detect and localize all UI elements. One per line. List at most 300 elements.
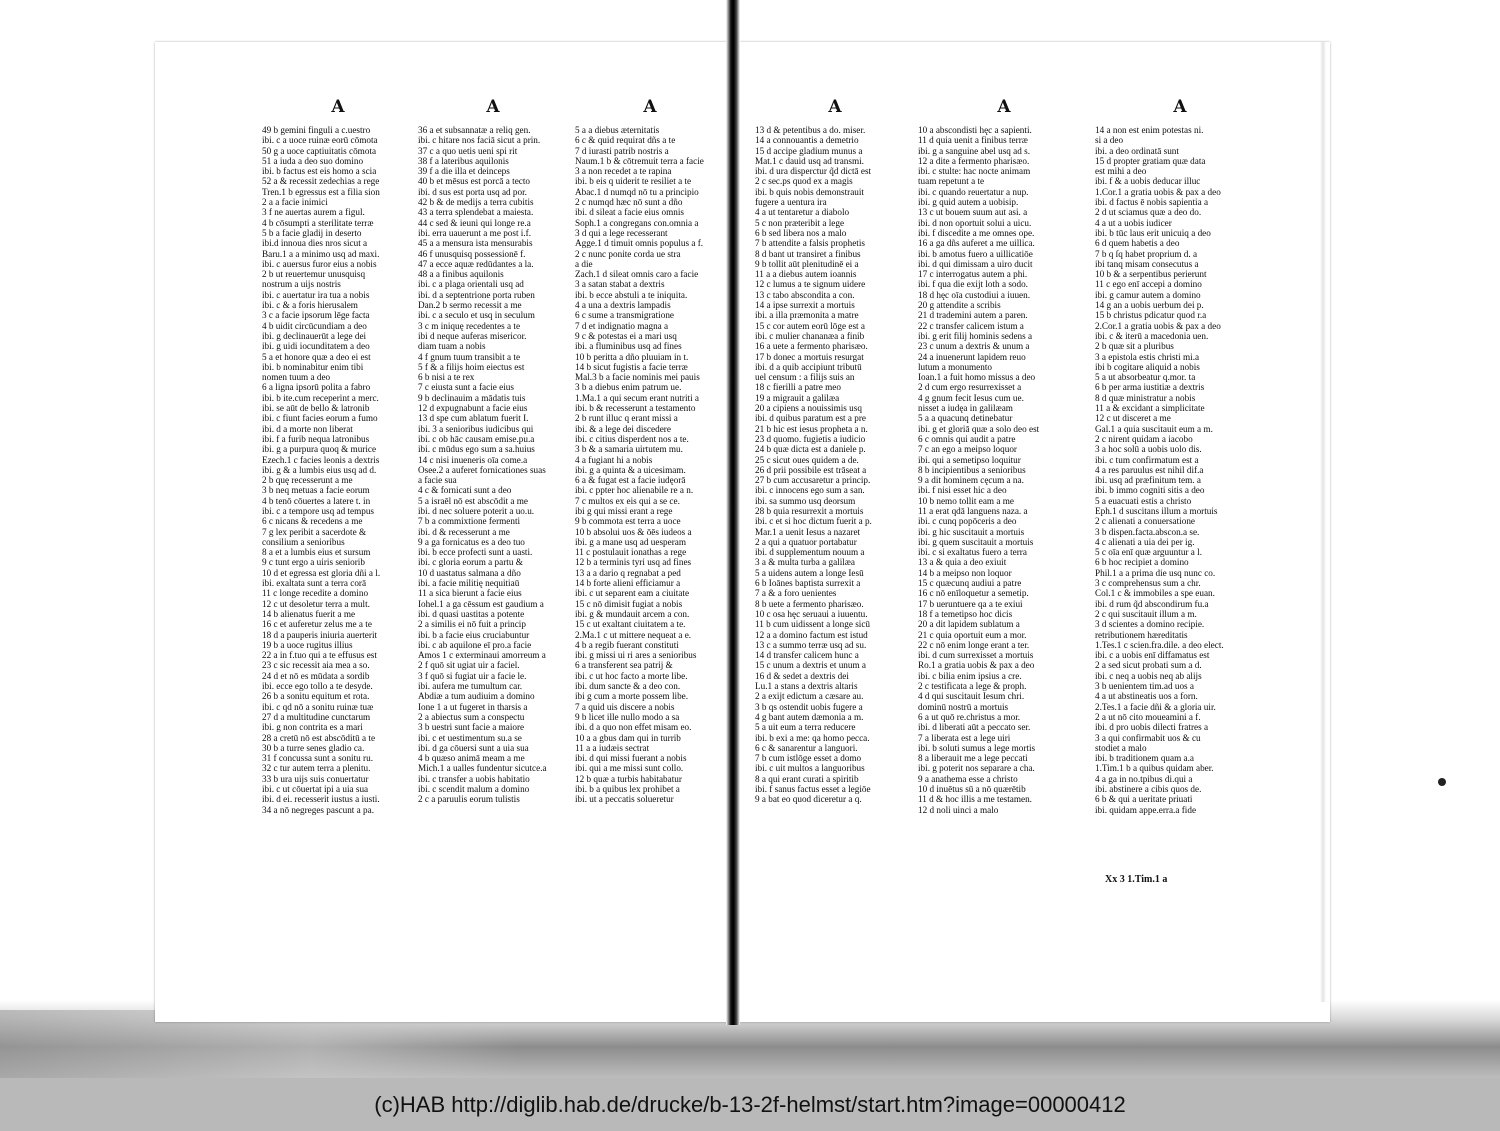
text-line: ibi. c si exaltatus fuero a terra [918,547,1027,558]
text-line: ibi. c quando reuertatur a nup. [918,186,1029,197]
text-line: ibi. & a lege dei discedere [575,423,671,434]
text-line: 4 b uidit circūcundiam a deo [262,320,367,331]
text-line: 21 c quia oportuit eum a mor. [918,629,1027,640]
text-line: ibi. c cunq popōceris a deo [918,516,1017,527]
text-line: 11 a sica bierunt a facie eius [418,588,522,599]
text-line: 3 c a facie ipsorum lēge facta [262,310,370,321]
text-line: 19 a migrauit a galilæa [755,392,840,403]
column-heading: A [828,97,842,117]
text-line: 21 b hic est iesus propheta a n. [755,423,868,434]
text-line: 9 b licet ille nullo modo a sa [575,711,680,722]
text-line: 13 c tabo abscondita a con. [755,289,855,300]
text-line: 23 c sic recessit aia mea a so. [262,660,370,671]
text-line: 51 a iuda a deo suo domino [262,155,364,166]
text-line: ibi. se aūt de bello & latronib [262,403,370,414]
text-line: 4 a ut tentaretur a diabolo [755,207,850,218]
text-line: nostrum a uijs nostris [262,279,341,290]
text-line: ibi. aufera me tumultum car. [418,681,523,692]
text-line: ibi. b quis nobis demonstrauit [755,186,864,197]
text-line: 6 d quem habetis a deo [1095,238,1180,249]
text-line: 4 a ga in no.tpibus di.qui a [1095,773,1193,784]
text-line: ibi. quidam appe.erra.a fide [1095,804,1197,815]
text-line: ibi. c a plaga orientali usq ad [418,279,524,290]
text-line: ibi. c ab aquilone eī pro.a facie [418,639,532,650]
text-line: 14 b forte alieni efficiamur a [575,578,681,589]
text-line: 6 a & fugat est a facie iudęorā [575,475,686,486]
text-line: 28 a cretū nō est abscōditū a te [262,732,376,743]
text-line: ibi. c ob hāc causam emise.pu.a [418,433,535,444]
text-line: ibi. exaltata sunt a terra corā [262,578,367,589]
text-line: 8 a et a lumbis eius et sursum [262,547,371,558]
text-line: 6 b per arma iustitiæ a dextris [1095,382,1205,393]
text-line: 52 a & recessit zedechias a rege [262,176,380,187]
text-line: ibi. c ut separent eam a ciuitate [575,588,690,599]
text-line: 21 d trademini autem a paren. [918,310,1028,321]
text-line: ibi. a facie militię nequitiaū [418,578,520,589]
text-line: 2 c sec.ps quod ex a magis [755,176,853,187]
column-text [575,125,725,805]
text-line: 4 a res paruulus est nihil dif.a [1095,464,1204,475]
text-line: 23 c unum a dextris & unum a [918,341,1030,352]
text-line: ibi. c a uoce ruinæ eorū cōmota [262,135,378,146]
text-line: 12 b quæ a turbis habitabatur [575,773,682,784]
text-line: 14 a ipse surrexit a mortuis [755,300,855,311]
text-line: stodiet a malo [1095,742,1147,753]
text-line: ibi. f a furib nequa latronibus [262,433,370,444]
text-line: ibi. d quibus paratum est a pre [755,413,866,424]
text-line: ibi. g a quinta & a uicesimam. [575,464,686,475]
text-line: 3 b dispen.facta.abscon.a se. [1095,526,1200,537]
text-line: ibi. b soluti sumus a lege mortis [918,742,1036,753]
text-line: 5 a a quacunq detinebatur [918,413,1013,424]
text-line: ibi. d pro uobis dilecti fratres a [1095,722,1209,733]
text-line: 3 b & a samaria uirtutem mu. [575,444,683,455]
text-line: ibi. f nisi esset hic a deo [918,485,1007,496]
text-line: retributionem hæreditatis [1095,629,1188,640]
text-line: 3 a non recedet a te rapina [575,166,672,177]
text-line: ibi. d supplementum nouum a [755,547,865,558]
text-line: 16 c nō enīloquetur a semetip. [918,588,1029,599]
text-line: 16 a uete a fermento pharisæo. [755,341,868,352]
text-line: 4 b tenō cōuertes a latere t. in [262,495,371,506]
text-line: 2 b runt illuc q erant missi a [575,413,678,424]
text-line: 4 a fugiant hi a nobis [575,454,653,465]
text-line: 7 b cum istlōge esset a domo [755,753,862,764]
text-line: 2 a ut nō cito moueamini a f. [1095,711,1201,722]
text-line: ibi.d innoua dies nros sicut a [262,238,368,249]
text-line: 11 c longe recedite a domino [262,588,369,599]
text-line: 14 b sicut fugistis a facie terræ [575,361,688,372]
text-line: 2 a a facie inimici [262,197,328,208]
text-line: ibi. c a tempore usq ad tempus [262,505,375,516]
text-line: ibi. d ura disperctur q̃d dictā est [755,166,872,177]
text-line: 10 b absolui uos & ōēs iudeos a [575,526,692,537]
text-line: 9 a ga fornicatus es a deo tuo [418,536,525,547]
text-line: 24 d et nō es mūdata a sordib [262,670,370,681]
text-line: ibi. d & recesserunt a me [418,526,510,537]
text-line: ibi. d sus est porta usq ad por. [418,186,527,197]
text-line: 46 f unusquisq possessionē f. [418,248,526,259]
column-heading: A [486,97,500,117]
text-line: 18 d hęc oīa custodiui a iuuen. [918,289,1031,300]
text-line: 2 c nirent quidam a iacobo [1095,433,1193,444]
text-line: 9 b declinauim a mādatis tuis [418,392,526,403]
text-line: 4 a ut abstineatis uos a forn. [1095,691,1198,702]
text-line: 6 a ligna ipsorū polita a fabro [262,382,371,393]
text-line: 6 c sume a transmigratione [575,310,674,321]
text-line: 20 g attendite a scribis [918,300,1001,311]
text-line: 11 d quia uenit a finibus terræ [918,135,1028,146]
text-line: 5 a uit eum a terra reducere [755,722,856,733]
text-line: 10 b peritta a dño pluuiam in t. [575,351,689,362]
text-line: 12 a dite a fermento pharisæo. [918,155,1030,166]
text-line: 12 d noli uinci a malo [918,804,999,815]
text-line: fugere a uentura ira [755,197,827,208]
text-line: tuam repetunt a te [918,176,985,187]
text-line: ibi. b immo cogniti sitis a deo [1095,485,1205,496]
text-line: 11 a a iudæis sectrat [575,742,650,753]
text-line: 6 b sed libera nos a malo [755,227,847,238]
text-line: ibi. b a facie eius cruciabuntur [418,629,530,640]
text-line: uel censum : a filijs suis an [755,372,855,383]
column-text [755,125,915,805]
text-line: 9 c tunt ergo a uiris seniorib [262,557,365,568]
text-line: 7 b q ſq habet proprium d. a [1095,248,1198,259]
text-line: ibi. c et si hoc dictum fuerit a p. [755,516,872,527]
text-line: 6 c nicans & recedens a me [262,516,363,527]
text-line: 2 b quę recesserunt a me [262,475,353,486]
text-line: 15 d accipe gladium munus a [755,145,863,156]
text-line: ibi. c qd nō a sonitu ruinæ tuæ [262,701,374,712]
text-line: 2.Cor.1 a gratia uobis & pax a deo [1095,320,1221,331]
text-line: 6 c omnis qui audit a patre [918,433,1016,444]
text-line: ibi. d ei. recesserit iustus a iusti. [262,794,380,805]
text-line: 50 g a uoce captiuitatis cōmota [262,145,377,156]
text-line: ibi. b a quibus lex prohibet a [575,784,680,794]
text-line: a die [575,258,593,269]
column-text [918,125,1090,815]
text-line: 5 f & a filijs hoim eiectus est [418,361,525,372]
text-line: 17 b ueruntuere qa a te exiui [918,598,1023,609]
text-line: ibi. f sanus factus esset a legiōe [755,784,871,794]
text-line: 42 b & de medijs a terra cubitis [418,197,534,208]
text-line: ibi. qui a semetipso loquitur [918,454,1021,465]
text-line: 16 c et auferetur zelus me a te [262,619,372,630]
text-line: ibi. usq ad præfinitum tem. a [1095,475,1201,486]
text-line: dominū nostrū a mortuis [918,701,1009,712]
text-line: 16 d & sedet a dextris dei [755,670,849,681]
text-line: 12 c ut desoletur terra a mult. [262,598,370,609]
text-line: 28 b quia resurrexit a mortuis [755,505,864,516]
text-line: 15 c ut exaltant ciuitatem a te. [575,619,686,630]
text-line: 18 f a temetipso hoc dicis [918,608,1013,619]
column-heading: A [1173,97,1187,117]
column-6 [1095,97,1265,815]
text-line: 33 b ura uijs suis conuertatur [262,773,369,784]
text-line: 11 b cum uidissent a longe sicū [755,619,870,630]
text-line: ibi. g quid autem a uobisip. [918,197,1019,208]
text-line: 11 a a diebus autem ioannis [755,269,857,280]
text-line: 3 b uestri sunt facie a maiore [418,722,525,733]
text-line: 2.Tes.1 a facie dñi & a gloria uir. [1095,701,1216,712]
text-line: 3 d scientes a domino recipie. [1095,619,1205,630]
text-line: 27 b cum accusaretur a princip. [755,475,871,486]
text-line: 8 d bant ut transiret a finibus [755,248,861,259]
column-4 [755,97,915,805]
text-line: 10 d et egressa est gloria dñi a l. [262,567,381,578]
text-line: ibi. c mūdus ego sum a sa.huius [418,444,535,455]
text-line: 8 d quæ ministratur a nobis [1095,392,1196,403]
text-line: 15 c nō dimisit fugiat a nobis [575,598,683,609]
text-line: 5 a ut absorbeatur q.mor. ta [1095,372,1196,383]
text-line: Gal.1 a quia suscitauit eum a m. [1095,423,1213,434]
text-line: 11 a erat qdā languens naza. a [918,505,1028,516]
text-line: Mat.1 c dauid usq ad transmi. [755,155,864,166]
text-line: 14 d transfer calicem hunc a [755,650,859,661]
text-line: 14 c nisi inueneris oīa come.a [418,454,528,465]
text-line: Agge.1 d timuit omnis populus a f. [575,238,704,249]
text-line: ibi. g a sanguine abel usq ad s. [918,145,1031,156]
text-line: Tren.1 b egressus est a filia sion [262,186,380,197]
text-line: 16 a ga dñs auferet a me uillica. [918,238,1035,249]
text-line: 4 b cōsumpti a sterilitate terræ [262,217,374,228]
text-line: est mihi a deo [1095,166,1147,177]
text-line: 5 a uidens autem a longe Iesū [755,567,864,578]
text-line: ibi. c uit multos a languoribus [755,763,865,774]
text-line: 24 b quæ dicta est a daniele p. [755,444,866,455]
text-line: ibi. g quem suscitauit a mortuis [918,536,1034,547]
text-line: 5 a israēl nō est abscōdit a me [418,495,528,506]
text-line: 23 d quomo. fugietis a iudicio [755,433,866,444]
text-line: 3 f quō si fugiat uir a facie le. [418,670,527,681]
text-line: ibi g cum a morte possem libe. [575,691,689,702]
text-line: 20 a cipiens a nouissimis usq [755,403,862,414]
text-line: 4 f gnum tuum transibit a te [418,351,521,362]
text-line: 2 a abiectus sum a conspectu [418,711,525,722]
text-line: 4 c & fornicati sunt a deo [418,485,512,496]
text-line: ibi. ecce ego tollo a te desyde. [262,681,373,692]
text-line: ibi. c ut cōuertat ipi a uia sua [262,784,369,794]
column-2 [418,97,568,805]
text-line: diam tuam a nobis [418,341,486,352]
text-line: 12 c lumus a te signum uidere [755,279,866,290]
text-line: 37 c a quo uetis ueni spi rit [418,145,518,156]
text-line: 12 b a terminis tyri usq ad fines [575,557,692,568]
text-line: 3 c m iniquę recedentes a te [418,320,521,331]
text-line: Ro.1 a gratia uobis & pax a deo [918,660,1035,671]
text-line: 49 b gemini finguli a c.uestro [262,125,371,135]
text-line: 13 c a summo terræ usq ad su. [755,639,867,650]
text-line: Ione 1 a ut fugeret in tharsis a [418,701,528,712]
text-line: 11 c ego enī accepi a domino [1095,279,1202,290]
text-line: si a deo [1095,135,1124,146]
text-line: 7 d et indignatio magna a [575,320,669,331]
text-line: ibi. g & a lumbis eius usq ad d. [262,464,377,475]
text-line: 2 c alienati a conuersatione [1095,516,1195,527]
text-line: 18 d a pauperis iniuria auerterit [262,629,378,640]
text-line: ibi. c a seculo et usq in seculum [418,310,535,321]
text-line: 3 b neq metuas a facie eorum [262,485,370,496]
text-line: ibi. c ut hoc facto a morte libe. [575,670,688,681]
text-line: 6 c & quid requirat dñs a te [575,135,676,146]
text-line: 1.Cor.1 a gratia uobis & pax a deo [1095,186,1221,197]
text-line: 13 d & petentibus a do. miser. [755,125,866,135]
text-line: 2 c numqd hæc nō sunt a dño [575,197,683,208]
text-line: Mich.1 a ualles fundentur sicutce.a [418,763,547,774]
text-line: ibi. b traditionem quam a.a [1095,753,1194,764]
text-line: 4 b quæso animā meam a me [418,753,525,764]
text-line: 2 a exijt edictum a cæsare au. [755,691,864,702]
footer-copyright-url: (c)HAB http://diglib.hab.de/drucke/b-13-2f-helmst/start.htm?image=00000412 [374,1091,1126,1117]
text-line: 30 b a turre senes gladio ca. [262,742,365,753]
text-line: ibi. g non contrita es a mari [262,722,363,733]
text-line: 3 a & multa turba a galilæa [755,557,856,568]
text-line: 2 d ut sciamus quæ a deo do. [1095,207,1202,218]
text-line: ibi. d ga cōuersi sunt a uia sua [418,742,529,753]
text-line: ibi. d nec soluere poterit a uo.u. [418,505,535,516]
text-line: 10 d inuētus sū a nō quærētib [918,784,1026,794]
text-line: ibi. b tūc laus erit unicuiq a deo [1095,227,1211,238]
text-line: ibi. d a quo non effet misam eo. [575,722,692,733]
text-line: 3 b a diebus enim patrum ue. [575,382,682,393]
column-heading: A [997,97,1011,117]
text-line: ibi. c mulier chananæa a finib [755,330,865,341]
text-line: 8 a qui erant curati a spiritib [755,773,859,784]
text-line: ibi. g erit filij hominis sedens a [918,330,1033,341]
text-line: 38 f a lateribus aquilonis [418,155,509,166]
text-line: 12 a a domino factum est istud [755,629,868,640]
text-line: 11 c postulauit ionathas a rege [575,547,687,558]
text-line: 2 a qui a quatuor portabatur [755,536,857,547]
text-line: 3 f ne auertas aurem a figul. [262,207,365,218]
text-line: 6 b Ioānes baptista surrexit a [755,578,861,589]
text-line: 47 a ecce aquæ redūdantes a la. [418,258,534,269]
text-line: 5 a a diebus æternitatis [575,125,660,135]
text-line: 2 c testificata a lege & proph. [918,681,1027,692]
text-line: 2 d cum ergo resurrexisset a [918,382,1022,393]
text-line: ibi. qui a me missi sunt collo. [575,763,684,774]
text-line: Abac.1 d numqd nō tu a principio [575,186,699,197]
text-line: 3 b qs ostendit uobis fugere a [755,701,863,712]
text-line: 2 b quæ sit a pluribus [1095,341,1174,352]
text-line: 6 a ut quō re.christus a mor. [918,711,1021,722]
text-line: ibi. a deo ordinatā sunt [1095,145,1179,156]
text-line: ibi. g & mundauit arcem a con. [575,608,690,619]
text-line: 11 a & excidant a simplicitate [1095,403,1205,414]
column-1 [262,97,414,815]
text-line: ibi. f & a uobis deducar illuc [1095,176,1201,187]
text-line: 45 a a mensura ista mensurabis [418,238,533,249]
text-line: 7 c an ego a meipso loquor [918,444,1017,455]
column-3 [575,97,725,805]
text-line: 13 a a dario q regnabat a ped [575,567,681,578]
text-line: 6 b & qui a ueritate priuati [1095,794,1193,805]
text-line: 10 c osa hęc seruaui a iuuentu. [755,608,868,619]
text-line: 13 c ut bouem suum aut asi. a [918,207,1028,218]
text-line: 2 c a paruulis eorum tulistis [418,794,520,805]
text-line: 2 f quō sit ugiat uir a faciel. [418,660,520,671]
text-line: 4 a una a dextris lampadis [575,300,671,311]
text-line: ibi. a illa præmonita a matre [755,310,859,321]
text-line: 20 a dit lapidem sublatum a [918,619,1020,630]
text-line: ibi. d a morte non liberat [262,423,353,434]
text-line: ibi. c fiunt facies eorum a fumo [262,413,378,424]
text-line: 14 a connouantis a demetrio [755,135,859,146]
text-line: 7 a & a foro uenientes [755,588,837,599]
text-line: 5 c non præteribit a lege [755,217,845,228]
text-line: Dan.2 b sermo recessit a me [418,300,522,311]
text-line: 12 c ut disceret a me [1095,413,1171,424]
text-line: 2 c qui suscitauit illum a m. [1095,608,1197,619]
text-line: 3 d qui a lege recesserant [575,227,668,238]
text-line: 6 b nisi a te rex [418,372,475,383]
text-line: ibi. c hitare nos faciā sicut a prin. [418,135,541,146]
text-line: Zach.1 d sileat omnis caro a facie [575,269,699,280]
text-line: 4 c alienati a uia dei per ig. [1095,536,1195,547]
text-line: 7 b attendite a falsis prophetis [755,238,865,249]
text-line: ibi g qui missi erant a rege [575,505,673,516]
text-line: 1.Ma.1 a qui secum erant nutriti a [575,392,699,403]
book-gutter [726,0,740,1025]
text-line: ibi. c bilia enim ipsius a cre. [918,670,1022,681]
text-line: Mal.3 b a facie nominis mei pauis [575,372,700,383]
text-line: ibi. c gloria eorum a partu & [418,557,523,568]
text-line: 3 a epistola estis christi mi.a [1095,351,1200,362]
text-line: 1.Tes.1 c scien.fra.dile. a deo elect. [1095,639,1224,650]
text-line: ibi. b eis q uiderit te resiliet a te [575,176,692,187]
text-line: 8 a liberauit me a lege peccati [918,753,1028,764]
text-line: 7 b a commixtione fermenti [418,516,521,527]
text-line: ibi. c neq a uobis neq ab alijs [1095,670,1202,681]
text-line: ibi. g a purpura quoq & murice [262,444,377,455]
text-line: 12 d expugnabunt a facie eius [418,403,528,414]
text-line: 7 g lex peribit a sacerdote & [262,526,367,537]
text-line: ibi. d non oportuit solui a uicu. [918,217,1032,228]
text-line: 6 b hoc recipiet a domino [1095,557,1189,568]
text-line: 5 b a facie gladij in deserto [262,227,362,238]
text-line: Abdiæ a tum audiuim a domino [418,691,535,702]
text-line: 13 d spe cum ablatum fuerit I. [418,413,529,424]
text-line: 10 a a gbus dam qui in turrib [575,732,681,743]
text-line: 6 c & sanarentur a languori. [755,742,858,753]
text-line: ibi. c auertatur ira tua a nobis [262,289,370,300]
text-line: ibi. erra uauerunt a me post i.f. [418,227,532,238]
text-line: ibi. dum sancte & a deo con. [575,681,681,692]
text-line: 2 c nunc ponite corda ue stra [575,248,681,259]
text-line: ibi. d rum q̃d abscondirum fu.a [1095,598,1209,609]
text-line: 5 a euacuati estis a christo [1095,495,1192,506]
text-line: ibi. d qui missi fuerant a nobis [575,753,687,764]
text-line: 32 c tur autem terra a plenitu. [262,763,371,774]
text-line: ibi. c innocens ego sum a san. [755,485,865,496]
text-line: ibi. f qua die exijt loth a sodo. [918,279,1028,290]
text-line: 22 a in f.tuo qui a te effusus est [262,650,377,661]
text-line: Baru.1 a a minimo usq ad maxi. [262,248,380,259]
text-line: 8 b uete a fermento pharisæo. [755,598,864,609]
text-line: 10 b nemo tollit eam a me [918,495,1014,506]
text-line: 31 f concussa sunt a sonitu ru. [262,753,373,764]
text-line: 48 a a finibus aquilonis [418,269,504,280]
text-line: 9 a dit hominem cęcum a na. [918,475,1024,486]
text-line: 9 a anathema esse a christo [918,773,1018,784]
text-line: 6 a transferent sea patrij & [575,660,673,671]
text-line: 36 a et subsannatæ a reliq gen. [418,125,531,135]
text-line: Col.1 c & immobiles a spe euan. [1095,588,1215,599]
text-line: 7 c multos ex eis qui a se ce. [575,495,680,506]
footer-bar [0,1078,1500,1131]
text-line: 2 b ut reuertemur unusquisq [262,269,366,280]
text-line: 1.Tim.1 b a quibus quidam aber. [1095,763,1214,774]
